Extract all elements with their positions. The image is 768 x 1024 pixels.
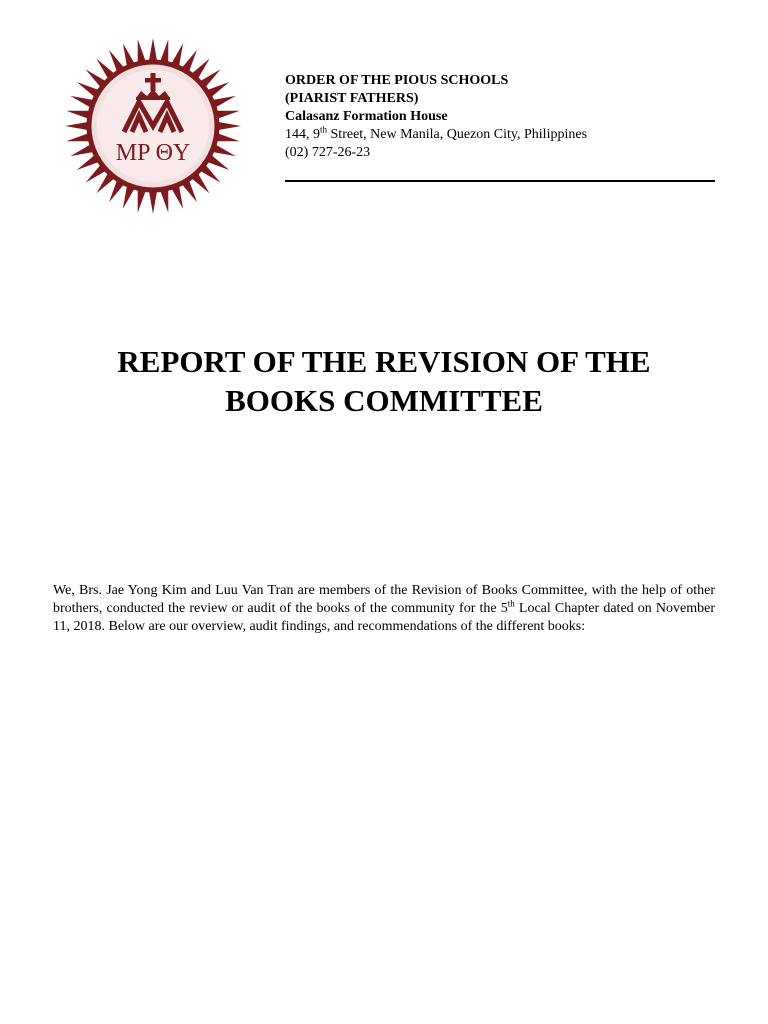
header-divider <box>285 180 715 182</box>
address-rest: Street, New Manila, Quezon City, Philippines <box>327 127 588 142</box>
org-name-line2: (PIARIST FATHERS) <box>285 91 419 106</box>
letterhead <box>285 72 725 162</box>
piarist-seal-icon <box>64 36 242 216</box>
mp-theta-y-monogram: MP ΘY <box>115 140 191 166</box>
phone-number: (02) 727-26-23 <box>285 145 371 160</box>
org-name-line1: ORDER OF THE PIOUS SCHOOLS <box>285 73 509 88</box>
address-line <box>285 126 725 144</box>
intro-paragraph <box>53 582 715 636</box>
address-superscript: th <box>320 124 328 135</box>
intro-part2: Local Chapter dated on November 11, 2018. Below are our overview, audit findings, and recommendations of the different books: <box>53 601 716 634</box>
house-name: Calasanz Formation House <box>285 109 448 124</box>
title-line2: BOOKS COMMITTEE <box>225 383 543 418</box>
title-line1: REPORT OF THE REVISION OF THE <box>117 344 651 379</box>
document-title <box>40 342 728 420</box>
intro-part1: We, Brs. Jae Yong Kim and Luu Van Tran are members of the Revision of Books Committee, with the help of other brothers, conducted the review or audit of the books of the community for the 5 <box>53 583 715 616</box>
intro-superscript: th <box>507 598 515 609</box>
piarist-seal-logo <box>64 36 242 216</box>
address-number: 144, 9 <box>285 127 320 142</box>
